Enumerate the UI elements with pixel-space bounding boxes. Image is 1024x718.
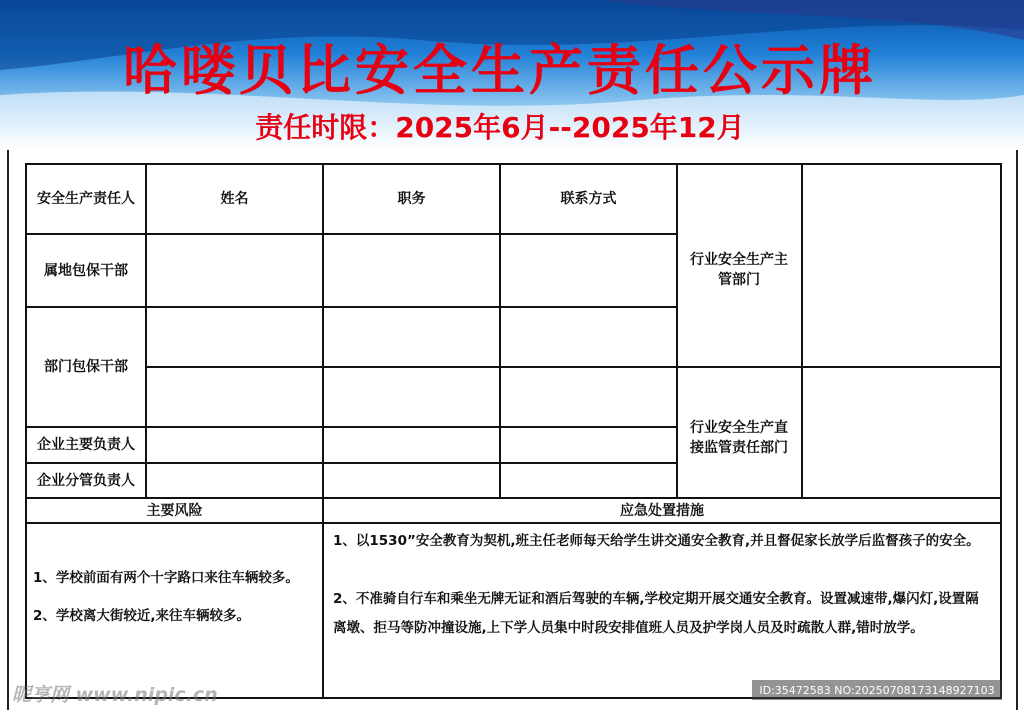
side-label-industry-authority: 行业安全生产主管部门	[690, 252, 788, 288]
row-label-territorial: 属地包保干部	[44, 262, 128, 279]
side-label-direct-supervisor: 行业安全生产直接监管责任部门	[690, 420, 788, 456]
header-role: 安全生产责任人	[37, 191, 135, 207]
header-contact: 联系方式	[560, 191, 617, 207]
row-label-deputy-leader: 企业分管负责人	[37, 472, 135, 489]
header-position: 职务	[397, 191, 426, 207]
header-name: 姓名	[220, 191, 249, 207]
risk-item-2: 2、学校离大街较近,来往车辆较多。	[33, 608, 251, 624]
responsibility-period: 责任时限：2025年6月--2025年12月	[255, 111, 745, 144]
row-label-main-leader: 企业主要负责人	[37, 437, 135, 453]
measures-header: 应急处置措施	[620, 502, 704, 519]
risk-item-1: 1、学校前面有两个十字路口来往车辆较多。	[33, 570, 299, 586]
measure-item-1: 1、以1530”安全教育为契机,班主任老师每天给学生讲交通安全教育,并且督促家长放学后监督孩子的安全。	[333, 533, 980, 549]
page-title: 哈喽贝比安全生产责任公示牌	[123, 38, 877, 102]
image-id-watermark: ID:35472583 NO:20250708173148927103	[752, 680, 1002, 700]
row-label-department: 部门包保干部	[44, 359, 128, 375]
site-watermark: 昵享网 www.nipic.cn	[12, 684, 218, 706]
measure-item-2: 2、不准骑自行车和乘坐无牌无证和酒后驾驶的车辆,学校定期开展交通安全教育。设置减速带,爆闪灯,设置隔离墩、拒马等防冲撞设施,上下学人员集中时段安排值班人员及护学岗人员及时疏散人群,错时放学。	[333, 591, 979, 636]
header-banner	[0, 0, 1024, 150]
frame-left-border	[7, 150, 9, 710]
risks-header: 主要风险	[146, 502, 203, 519]
frame-right-border	[1016, 150, 1018, 710]
